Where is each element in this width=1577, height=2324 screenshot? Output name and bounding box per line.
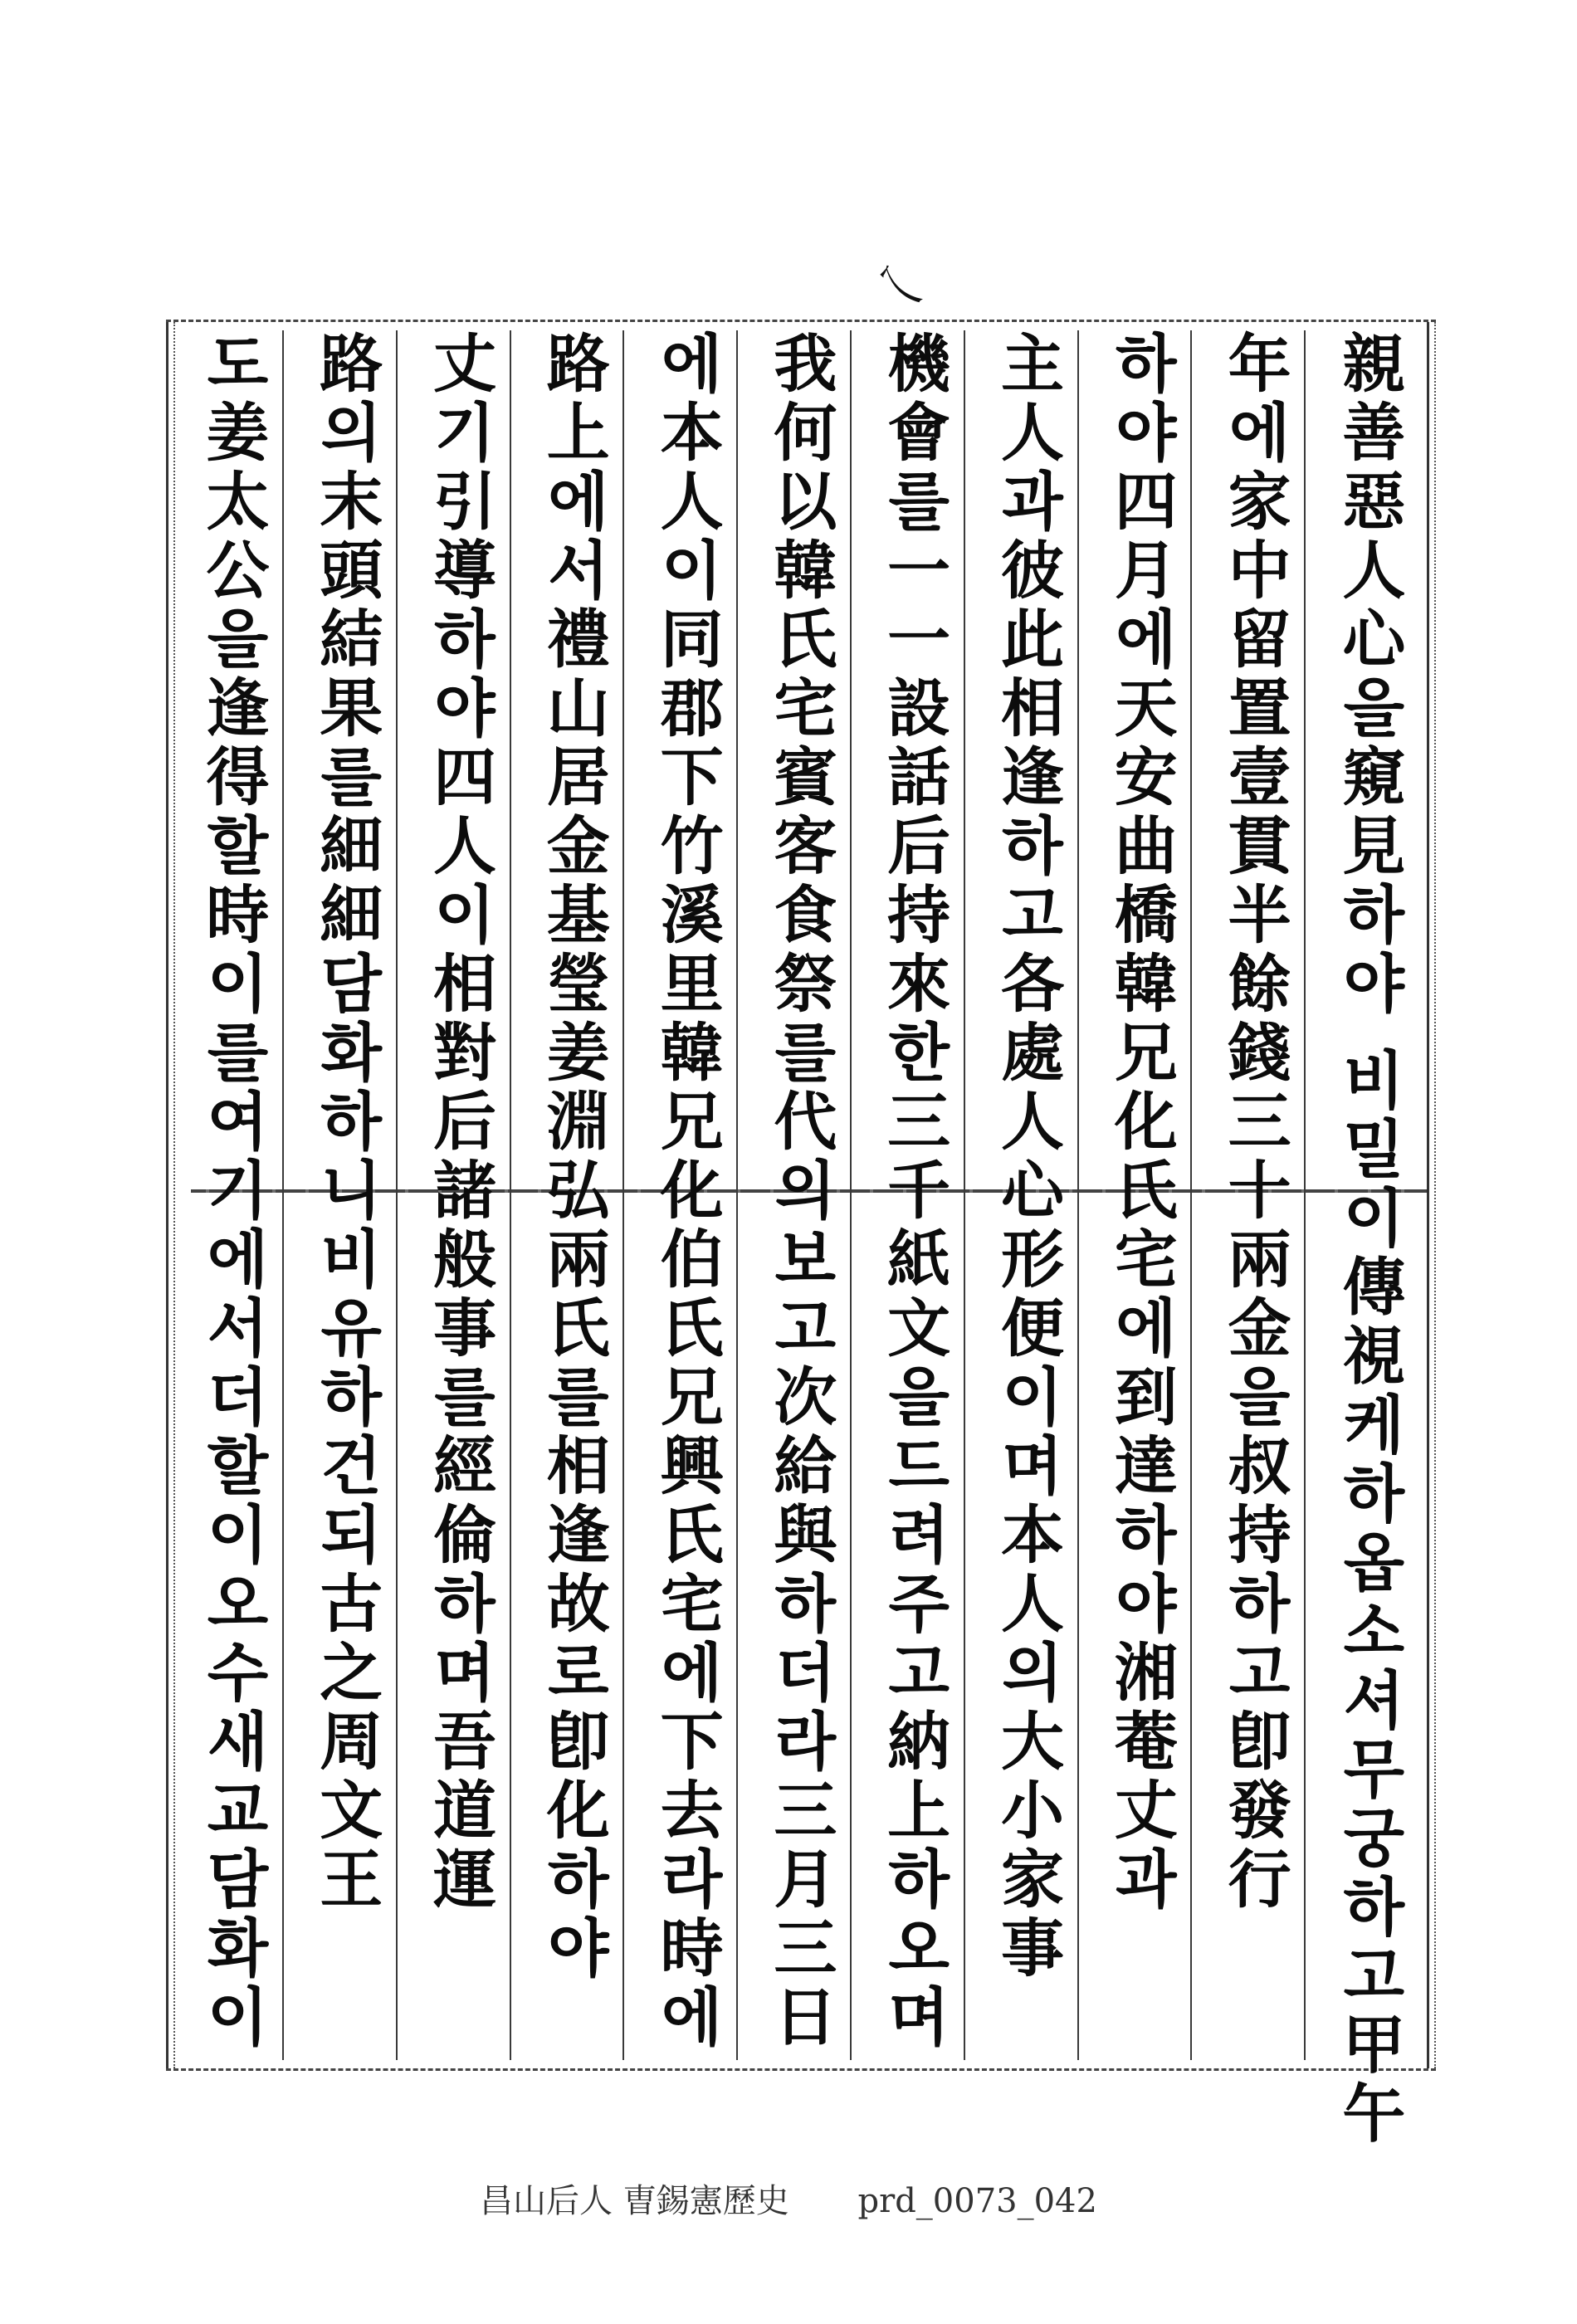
column (637, 330, 738, 2060)
column (183, 330, 284, 2060)
column (1204, 330, 1306, 2060)
caption-title: 昌山后人 曺錫憲歷史 (480, 2182, 789, 2220)
column-text: 親善惡人心을窺見하야 비밀이傳視케하옵소셔무궁하고甲午 (1331, 330, 1406, 2150)
column (864, 330, 965, 2060)
column (296, 330, 398, 2060)
frame-right-border (1427, 322, 1436, 2068)
column-text: 機會를一一設話后持來한三千紙文을드려주고納上하오며 (876, 330, 951, 2053)
column-text: 하야四月에天安曲橋韓兄化氏宅에到達하야湘菴丈과 (1104, 330, 1179, 1915)
column-text: 主人과彼此相逢하고各處人心形便이며本人의大小家事 (990, 330, 1065, 1984)
column-text: 路上에서禮山居金基瑩姜淵弘兩氏를相逢故로卽化하야 (536, 330, 611, 1984)
page-caption (0, 2175, 1577, 2222)
manuscript-block (166, 320, 1436, 2150)
column-text: 도姜太公을逢得할時이를여기에서더할이오수새교담화이 (195, 330, 270, 2053)
column (410, 330, 511, 2060)
column-text: 年에家中留置壹貫半餘錢三十兩金을叔持하고卽發行 (1218, 330, 1292, 1915)
text-columns (183, 330, 1419, 2150)
column-text: 丈기引導하야四人이相對后諸般事를經倫하며吾道運 (422, 330, 497, 1915)
column-text: 路의末頭結果를細細담화하니비유하건되古之周文王 (309, 330, 383, 1915)
column (1318, 330, 1419, 2150)
column (1091, 330, 1192, 2060)
column-text: 에本人이同郡下竹溪里韓兄化伯氏兄興氏宅에下去라時에 (650, 330, 725, 2053)
column (523, 330, 624, 2060)
caption-code: prd_0073_042 (857, 2182, 1097, 2220)
column (978, 330, 1079, 2060)
column-text: 我何以韓氏宅賓客食祭를代의보고次給與하더라三月三日 (763, 330, 837, 2053)
column (750, 330, 852, 2060)
frame-left-border (166, 322, 175, 2068)
page-mark: 乀 (872, 256, 926, 316)
